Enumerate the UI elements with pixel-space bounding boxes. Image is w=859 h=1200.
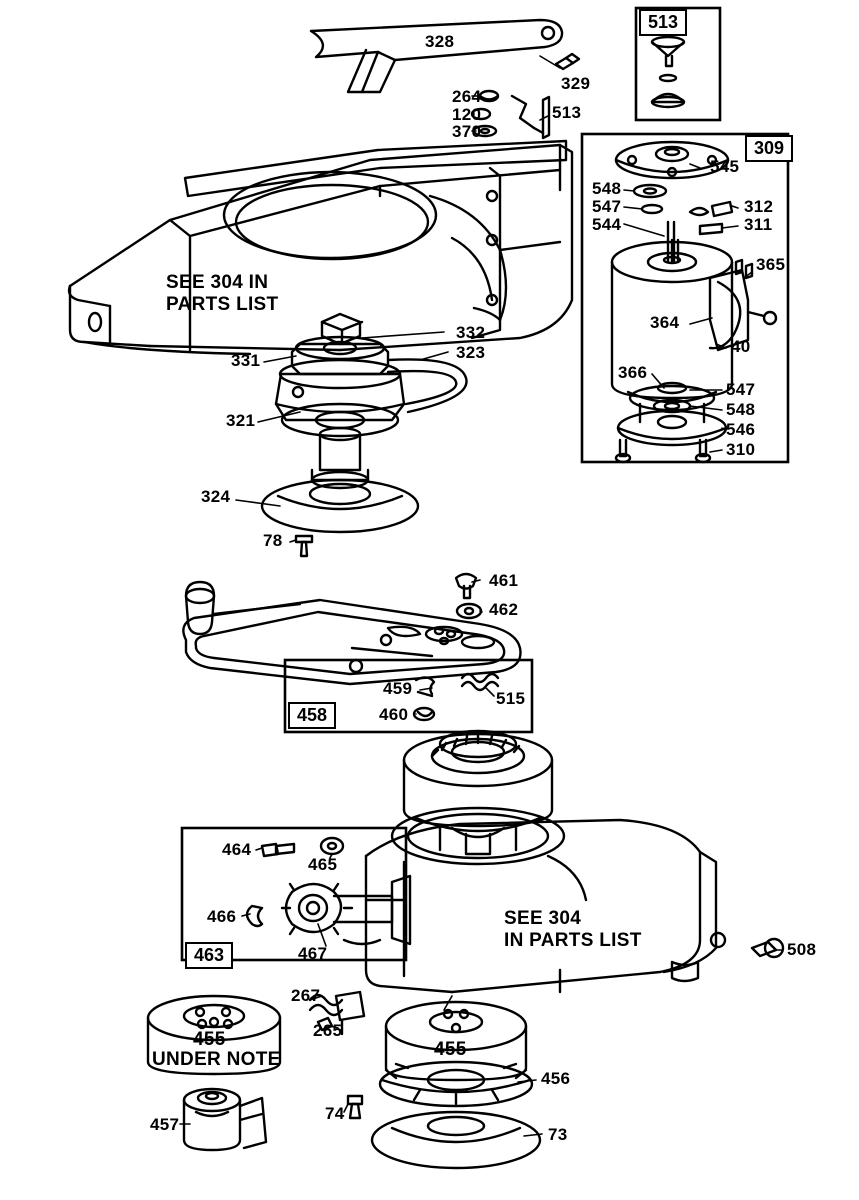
callout-332: 332 [456, 323, 486, 342]
callout-466: 466 [207, 907, 237, 926]
callout-73: 73 [548, 1125, 568, 1144]
callout-548-lower: 548 [726, 400, 756, 419]
note-see-304-lower [504, 908, 642, 952]
group-box-label-309: 309 [745, 135, 793, 162]
note-line-1: SEE 304 [504, 908, 582, 929]
callout-508: 508 [787, 940, 817, 959]
callout-456: 456 [541, 1069, 571, 1088]
callout-311: 311 [744, 215, 773, 234]
callout-78: 78 [263, 531, 283, 550]
callout-364: 364 [650, 313, 680, 332]
callout-265: 265 [313, 1021, 343, 1040]
callout-310: 310 [726, 440, 756, 459]
callout-312: 312 [744, 197, 774, 216]
callout-455-right: 455 [434, 1039, 467, 1060]
callout-460: 460 [379, 705, 409, 724]
callout-267: 267 [291, 986, 321, 1005]
callout-465: 465 [308, 855, 338, 874]
callout-461: 461 [489, 571, 519, 590]
note-line-2: IN PARTS LIST [504, 929, 642, 951]
callout-462: 462 [489, 600, 519, 619]
callout-40: 40 [731, 337, 751, 356]
callout-323: 323 [456, 343, 486, 362]
callout-370: 370 [452, 122, 482, 141]
note-under-note: UNDER NOTE [152, 1049, 281, 1070]
note-line-1: SEE 304 IN [166, 272, 269, 293]
callout-515: 515 [496, 689, 526, 708]
note-line-2: PARTS LIST [166, 293, 279, 315]
callout-74: 74 [325, 1104, 345, 1123]
callout-264: 264 [452, 87, 482, 106]
callout-328: 328 [425, 32, 455, 51]
callout-467: 467 [298, 944, 328, 963]
callout-120: 120 [452, 105, 482, 124]
callout-321: 321 [226, 411, 256, 430]
callout-545: 545 [710, 157, 740, 176]
callout-331: 331 [231, 351, 261, 370]
callout-371: 513 [552, 103, 582, 122]
callout-464: 464 [222, 840, 252, 859]
callout-455-left: 455 [193, 1029, 226, 1050]
callout-547-upper: 547 [592, 197, 622, 216]
callout-324: 324 [201, 487, 231, 506]
callout-457: 457 [150, 1115, 180, 1134]
callout-329: 329 [561, 74, 591, 93]
callout-548-upper: 548 [592, 179, 622, 198]
group-box-label-463: 463 [185, 942, 233, 969]
callout-546: 546 [726, 420, 756, 439]
callout-459: 459 [383, 679, 413, 698]
group-box-label-458: 458 [288, 702, 336, 729]
note-see-304-upper [166, 272, 278, 316]
callout-544: 544 [592, 215, 622, 234]
callout-365: 365 [756, 255, 786, 274]
group-box-label-513: 513 [639, 9, 687, 36]
callout-547-lower: 547 [726, 380, 756, 399]
callout-366: 366 [618, 363, 648, 382]
